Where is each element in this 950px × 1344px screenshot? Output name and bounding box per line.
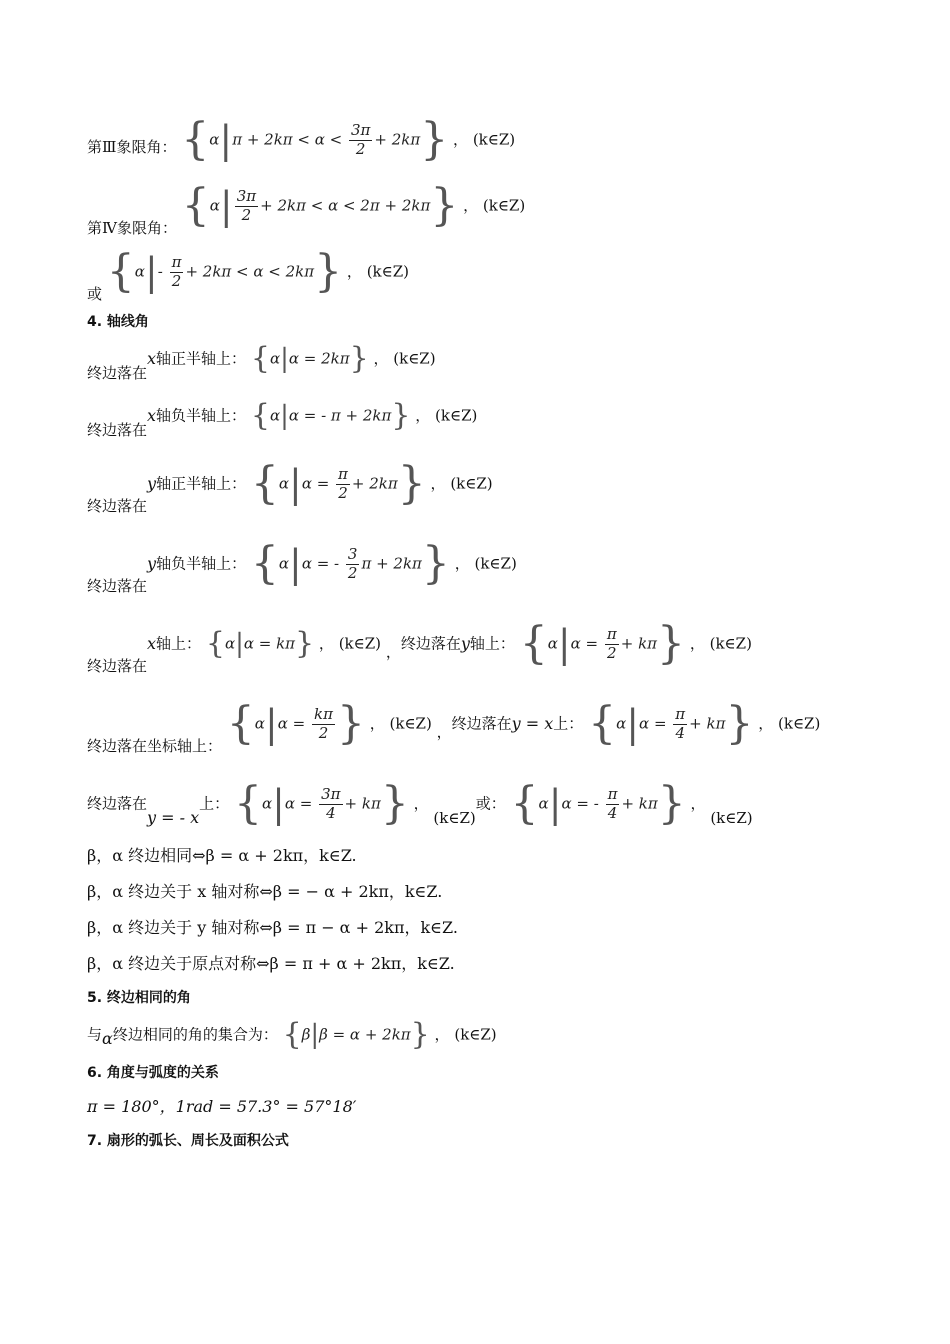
- x-positive-set: {α|α = 2kπ}: [250, 341, 369, 376]
- relation-line-3: β，α 终边关于 y 轴对称⇔β = π − α + 2kπ，k∈Z.: [87, 918, 458, 937]
- section-4-heading: 4. 轴线角: [87, 314, 149, 330]
- section-5-line: 与α终边相同的角的集合为： {β|β = α + 2kπ} ， (k∈Z): [87, 1017, 497, 1052]
- relation-line-4: β，α 终边关于原点对称⇔β = π + α + 2kπ，k∈Z.: [87, 954, 455, 973]
- degree-radian-formula: π = 180°，1rad = 57.3° = 57°18′: [87, 1097, 357, 1116]
- quadrant-4-alt-label: 或: [87, 284, 103, 303]
- relation-line-1: β，α 终边相同⇔β = α + 2kπ，k∈Z.: [87, 846, 357, 865]
- y-equals-x-set: {α|α = $\frac{\pi}{4}$ + kπ}: [588, 698, 754, 749]
- y-equals-neg-x-set: {α|α = $\frac{3\pi}{4}$ + kπ}: [233, 778, 409, 829]
- coterminal-set: {β|β = α + 2kπ}: [282, 1017, 430, 1052]
- x-axis-y-axis-line: 终边落在x轴上： {α|α = kπ} ， (k∈Z) ，终边落在y轴上： {α|α = $\frac{\pi}{2}$ + kπ} ， (k∈Z): [87, 618, 752, 675]
- section-6-heading: 6. 角度与弧度的关系: [87, 1065, 219, 1081]
- x-positive-line: 终边落在x轴正半轴上： {α|α = 2kπ} ， (k∈Z): [87, 341, 436, 382]
- coordinate-axes-line: 终边落在坐标轴上： {α|α = $\frac{k\pi}{2}$ } ， (k∈Z) ，终边落在y = x上： {α|α = $\frac{\pi}{4}$ + kπ} ， (k∈Z): [87, 698, 821, 755]
- coordinate-axes-set: {α|α = $\frac{k\pi}{2}$ }: [226, 698, 365, 749]
- quadrant-4-set: {α| $\frac{3\pi}{2}$ + 2kπ < α < 2π + 2kπ}: [181, 180, 459, 231]
- y-positive-line: 终边落在y轴正半轴上： {α|α = $\frac{\pi}{2}$ + 2kπ} ， (k∈Z): [87, 458, 493, 515]
- quadrant-4-label: 第Ⅳ象限角：: [87, 218, 177, 237]
- y-equals-neg-x-line: 终边落在y = - x上： {α|α = $\frac{3\pi}{4}$ + kπ} ， (k∈Z)或： {α|α = - $\frac{\pi}{4}$ + kπ} ， (k∈Z): [87, 778, 753, 829]
- quadrant-4-alt-kz: (k∈Z): [366, 262, 410, 281]
- section-7-heading: 7. 扇形的弧长、周长及面积公式: [87, 1133, 289, 1149]
- y-negative-line: 终边落在y轴负半轴上： {α|α = - $\frac{3}{2}$ π + 2kπ} ， (k∈Z): [87, 538, 517, 595]
- quadrant-3-label: 第Ⅲ象限角：: [87, 138, 177, 156]
- y-axis-set: {α|α = $\frac{\pi}{2}$ + kπ}: [519, 618, 686, 669]
- y-positive-set: {α|α = $\frac{\pi}{2}$ + 2kπ}: [250, 458, 426, 509]
- quadrant-3-set: {α|π + 2kπ < α < $\frac{3\pi}{2}$ + 2kπ}: [181, 114, 449, 165]
- x-negative-set: {α|α = - π + 2kπ}: [250, 398, 411, 433]
- x-negative-line: 终边落在x轴负半轴上： {α|α = - π + 2kπ} ， (k∈Z): [87, 398, 478, 439]
- y-negative-set: {α|α = - $\frac{3}{2}$ π + 2kπ}: [250, 538, 450, 589]
- quadrant-4-alt-line: 或 {α|- $\frac{\pi}{2}$ + 2kπ < α < 2kπ} ， (k∈Z): [87, 246, 410, 303]
- y-equals-neg-x-alt-set: {α|α = - $\frac{\pi}{4}$ + kπ}: [510, 778, 686, 829]
- quadrant-4-line: 第Ⅳ象限角： {α| $\frac{3\pi}{2}$ + 2kπ < α < 2π + 2kπ} ， (k∈Z): [87, 180, 526, 237]
- quadrant-4-alt-set: {α|- $\frac{\pi}{2}$ + 2kπ < α < 2kπ}: [106, 246, 343, 297]
- x-axis-set: {α|α = kπ}: [205, 626, 315, 661]
- section-5-heading: 5. 终边相同的角: [87, 990, 191, 1006]
- relation-line-2: β，α 终边关于 x 轴对称⇔β = − α + 2kπ，k∈Z.: [87, 882, 443, 901]
- quadrant-4-kz: (k∈Z): [482, 196, 526, 215]
- quadrant-3-line: 第Ⅲ象限角： {α|π + 2kπ < α < $\frac{3\pi}{2}$ + 2kπ} ， (k∈Z): [87, 114, 516, 165]
- quadrant-3-kz: (k∈Z): [472, 130, 516, 149]
